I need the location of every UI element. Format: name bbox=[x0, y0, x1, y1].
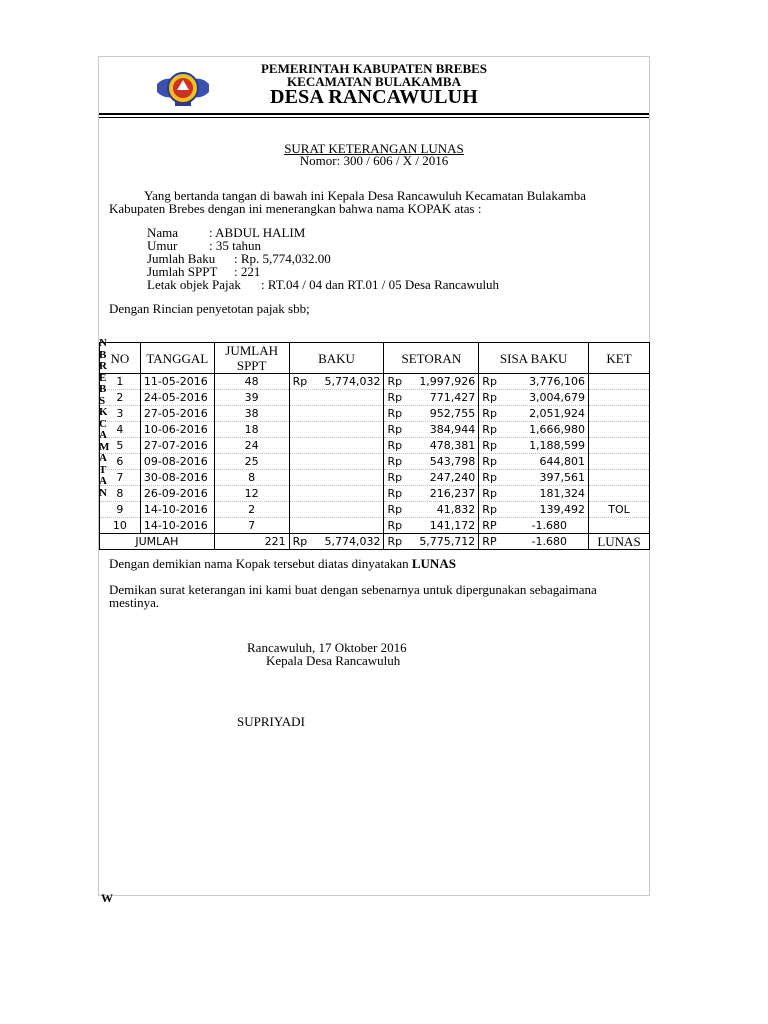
rincian-intro: Dengan Rincian penyetotan pajak sbb; bbox=[109, 301, 310, 316]
field-sppt-label: Jumlah SPPT bbox=[147, 264, 218, 279]
cell-setoran-value: 247,240 bbox=[429, 471, 476, 484]
cell-tanggal: 14-10-2016 bbox=[140, 518, 214, 534]
cell-sppt: 48 bbox=[214, 374, 289, 390]
header-village: DESA RANCAWULUH bbox=[269, 86, 479, 108]
col-header-baku: BAKU bbox=[289, 343, 384, 374]
table-row bbox=[100, 518, 650, 534]
cell-ket: TOL bbox=[589, 502, 650, 518]
total-baku bbox=[289, 534, 384, 550]
currency-label: Rp bbox=[482, 439, 497, 452]
col-header-jumlah-sppt bbox=[214, 343, 289, 374]
field-baku-label: Jumlah Baku bbox=[147, 251, 216, 266]
col-header-ket: KET bbox=[589, 343, 650, 374]
currency-label: Rp bbox=[292, 535, 308, 548]
cell-ket bbox=[589, 374, 650, 390]
sidebar-glyph: E bbox=[99, 371, 107, 384]
letter-number: Nomor: 300 / 606 / X / 2016 bbox=[299, 153, 449, 168]
header-rule-thin bbox=[99, 117, 649, 118]
currency-label: RP bbox=[482, 535, 497, 548]
cell-setoran-value: 543,798 bbox=[429, 455, 476, 468]
cell-sisa bbox=[479, 422, 589, 438]
cell-sppt: 24 bbox=[214, 438, 289, 454]
cell-sisa-value: 397,561 bbox=[539, 471, 586, 484]
sidebar-glyph: K bbox=[99, 406, 108, 418]
cell-no: 2 bbox=[100, 390, 141, 406]
cell-sisa-value: -1.680 bbox=[531, 519, 568, 532]
cell-sppt: 12 bbox=[214, 486, 289, 502]
currency-label: Rp bbox=[387, 375, 403, 388]
cell-sisa bbox=[479, 406, 589, 422]
cell-sisa-value: 181,324 bbox=[539, 487, 586, 500]
cell-tanggal: 09-08-2016 bbox=[140, 454, 214, 470]
cell-setoran bbox=[384, 486, 479, 502]
table-row bbox=[100, 390, 650, 406]
col-header-tanggal: TANGGAL bbox=[140, 343, 214, 374]
table-row bbox=[100, 486, 650, 502]
sign-title: Kepala Desa Rancawuluh bbox=[266, 653, 401, 668]
cell-tanggal: 27-07-2016 bbox=[140, 438, 214, 454]
cell-tanggal: 26-09-2016 bbox=[140, 486, 214, 502]
sidebar-glyph: R bbox=[99, 360, 107, 372]
cell-ket bbox=[589, 390, 650, 406]
cell-sisa bbox=[479, 390, 589, 406]
currency-label: Rp bbox=[482, 391, 497, 404]
sidebar-glyph: A bbox=[99, 452, 107, 464]
cell-tanggal: 11-05-2016 bbox=[140, 374, 214, 390]
sidebar-glyph: T bbox=[99, 463, 107, 476]
table-row bbox=[100, 406, 650, 422]
cell-sppt: 18 bbox=[214, 422, 289, 438]
cell-baku bbox=[289, 374, 384, 390]
field-sppt-value: : 221 bbox=[234, 264, 261, 279]
cell-tanggal: 27-05-2016 bbox=[140, 406, 214, 422]
currency-label: Rp bbox=[482, 423, 497, 436]
cell-ket bbox=[589, 518, 650, 534]
table-row bbox=[100, 438, 650, 454]
sidebar-glyph: N bbox=[99, 338, 107, 349]
cell-no: 6 bbox=[100, 454, 141, 470]
cell-sppt: 2 bbox=[214, 502, 289, 518]
cell-setoran-value: 141,172 bbox=[429, 519, 476, 532]
cell-setoran-value: 771,427 bbox=[429, 391, 476, 404]
table-row bbox=[100, 374, 650, 390]
currency-label: Rp bbox=[387, 503, 403, 516]
payment-table bbox=[99, 342, 650, 550]
cell-baku bbox=[289, 406, 384, 422]
total-setoran-value: 5,775,712 bbox=[419, 535, 476, 548]
cell-setoran bbox=[384, 470, 479, 486]
header-government: PEMERINTAH KABUPATEN BREBES bbox=[260, 61, 488, 76]
header-district: KECAMATAN BULAKAMBA bbox=[287, 74, 461, 89]
cell-sisa-value: 1,188,599 bbox=[529, 439, 586, 452]
stray-mark: W bbox=[101, 891, 113, 905]
cell-no: 1 bbox=[100, 374, 141, 390]
intro-line-1: Yang bertanda tangan di bawah ini Kepala Desa Rancawuluh Kecamatan Bulakamba bbox=[144, 188, 586, 203]
intro-line-2: Kabupaten Brebes dengan ini menerangkan bahwa nama KOPAK atas : bbox=[109, 201, 482, 216]
sign-name: SUPRIYADI bbox=[237, 714, 305, 729]
header-rule-thick bbox=[99, 113, 649, 115]
total-baku-value: 5,774,032 bbox=[324, 535, 381, 548]
sidebar-glyph: N bbox=[99, 486, 107, 499]
closing-lunas: LUNAS bbox=[411, 556, 456, 571]
cell-sppt: 39 bbox=[214, 390, 289, 406]
field-letak-label: Letak objek Pajak bbox=[147, 277, 241, 292]
cell-baku bbox=[289, 518, 384, 534]
cell-sisa bbox=[479, 486, 589, 502]
col-header-setoran: SETORAN bbox=[384, 343, 479, 374]
cell-setoran bbox=[384, 502, 479, 518]
total-sppt: 221 bbox=[214, 534, 289, 550]
table-total-row bbox=[100, 534, 650, 550]
field-baku-value: : Rp. 5,774,032.00 bbox=[234, 251, 331, 266]
cell-sisa bbox=[479, 470, 589, 486]
table-header-row bbox=[100, 343, 650, 374]
currency-label: Rp bbox=[387, 407, 403, 420]
total-label: JUMLAH bbox=[100, 534, 215, 550]
cell-baku bbox=[289, 454, 384, 470]
closing-text: Dengan demikian nama Kopak tersebut diatas dinyatakan bbox=[109, 556, 412, 571]
sidebar-glyph: A bbox=[99, 429, 107, 441]
cell-setoran bbox=[384, 518, 479, 534]
sidebar-glyph: M bbox=[99, 440, 110, 453]
currency-label: Rp bbox=[387, 487, 403, 500]
cell-sisa bbox=[479, 438, 589, 454]
total-setoran bbox=[384, 534, 479, 550]
cell-sisa bbox=[479, 374, 589, 390]
cell-ket bbox=[589, 406, 650, 422]
currency-label: Rp bbox=[387, 423, 403, 436]
currency-label: Rp bbox=[482, 487, 497, 500]
field-letak-value: : RT.04 / 04 dan RT.01 / 05 Desa Rancawuluh bbox=[261, 277, 500, 292]
table-row bbox=[100, 502, 650, 518]
currency-label: Rp bbox=[387, 535, 403, 548]
table-row bbox=[100, 454, 650, 470]
sign-place-date: Rancawuluh, 17 Oktober 2016 bbox=[247, 640, 407, 655]
cell-baku bbox=[289, 486, 384, 502]
cell-ket bbox=[589, 438, 650, 454]
cell-tanggal: 24-05-2016 bbox=[140, 390, 214, 406]
cell-ket bbox=[589, 454, 650, 470]
sidebar-glyph: C bbox=[99, 417, 107, 430]
closing2-line-2: mestinya. bbox=[109, 595, 160, 610]
table-row bbox=[100, 470, 650, 486]
currency-label: Rp bbox=[482, 455, 497, 468]
letter-title: SURAT KETERANGAN LUNAS bbox=[284, 141, 464, 156]
cell-tanggal: 10-06-2016 bbox=[140, 422, 214, 438]
cell-setoran-value: 952,755 bbox=[429, 407, 476, 420]
cell-ket bbox=[589, 470, 650, 486]
cell-sppt: 38 bbox=[214, 406, 289, 422]
currency-label: Rp bbox=[387, 391, 403, 404]
letter-page bbox=[98, 56, 650, 896]
total-sisa bbox=[479, 534, 589, 550]
cell-baku bbox=[289, 502, 384, 518]
currency-label: Rp bbox=[482, 471, 497, 484]
closing-statement bbox=[109, 556, 456, 572]
cell-setoran bbox=[384, 406, 479, 422]
cell-setoran bbox=[384, 390, 479, 406]
cell-setoran-value: 41,832 bbox=[436, 503, 476, 516]
cell-sisa-value: 644,801 bbox=[539, 455, 586, 468]
cell-baku bbox=[289, 422, 384, 438]
table-row bbox=[100, 422, 650, 438]
cell-baku bbox=[289, 390, 384, 406]
col-header-no: NO bbox=[100, 343, 141, 374]
field-nama-value: : ABDUL HALIM bbox=[209, 225, 306, 240]
field-umur-label: Umur bbox=[147, 238, 178, 253]
cell-setoran-value: 478,381 bbox=[429, 439, 476, 452]
cell-ket bbox=[589, 486, 650, 502]
cell-baku-value: 5,774,032 bbox=[324, 375, 381, 388]
cell-no: 5 bbox=[100, 438, 141, 454]
sidebar-glyph: S bbox=[99, 394, 106, 407]
currency-label: Rp bbox=[387, 455, 403, 468]
cell-no: 7 bbox=[100, 470, 141, 486]
cell-sisa-value: 3,004,679 bbox=[529, 391, 586, 404]
cell-setoran bbox=[384, 438, 479, 454]
closing2-line-1: Demikan surat keterangan ini kami buat dengan sebenarnya untuk dipergunakan sebagaimana bbox=[109, 582, 597, 597]
currency-label: Rp bbox=[482, 407, 497, 420]
sidebar-glyph: B bbox=[99, 348, 107, 361]
cell-no: 4 bbox=[100, 422, 141, 438]
cell-sppt: 8 bbox=[214, 470, 289, 486]
cell-no: 9 bbox=[100, 502, 141, 518]
cell-tanggal: 14-10-2016 bbox=[140, 502, 214, 518]
currency-label: Rp bbox=[482, 375, 497, 388]
cell-sisa-value: 3,776,106 bbox=[529, 375, 586, 388]
cell-sisa bbox=[479, 518, 589, 534]
cell-sisa-value: 1,666,980 bbox=[529, 423, 586, 436]
cell-ket bbox=[589, 422, 650, 438]
cell-sisa bbox=[479, 502, 589, 518]
currency-label: Rp bbox=[482, 503, 497, 516]
cell-setoran bbox=[384, 454, 479, 470]
cell-no: 10 bbox=[100, 518, 141, 534]
cell-setoran-value: 384,944 bbox=[429, 423, 476, 436]
currency-label: Rp bbox=[387, 439, 403, 452]
sidebar-glyph: A bbox=[99, 475, 107, 487]
cell-sisa bbox=[479, 454, 589, 470]
cell-setoran-value: 1,997,926 bbox=[419, 375, 476, 388]
cell-setoran-value: 216,237 bbox=[429, 487, 476, 500]
cell-baku bbox=[289, 438, 384, 454]
sidebar-glyph: B bbox=[99, 383, 107, 395]
field-umur-value: : 35 tahun bbox=[209, 238, 261, 253]
currency-label: Rp bbox=[292, 375, 308, 388]
currency-label: RP bbox=[482, 519, 497, 532]
cell-tanggal: 30-08-2016 bbox=[140, 470, 214, 486]
total-ket: LUNAS bbox=[589, 534, 650, 550]
field-nama-label: Nama bbox=[147, 225, 179, 240]
col-header-jumlah-line1: JUMLAH bbox=[225, 343, 279, 358]
cell-sisa-value: 139,492 bbox=[539, 503, 586, 516]
currency-label: Rp bbox=[387, 519, 403, 532]
cell-baku bbox=[289, 470, 384, 486]
cell-sppt: 25 bbox=[214, 454, 289, 470]
overlapping-sidebar-text bbox=[99, 338, 111, 543]
cell-no: 3 bbox=[100, 406, 141, 422]
cell-setoran bbox=[384, 422, 479, 438]
cell-sisa-value: 2,051,924 bbox=[529, 407, 586, 420]
cell-sppt: 7 bbox=[214, 518, 289, 534]
col-header-jumlah-line2: SPPT bbox=[236, 358, 267, 373]
total-sisa-value: -1.680 bbox=[531, 535, 568, 548]
currency-label: Rp bbox=[387, 471, 403, 484]
cell-no: 8 bbox=[100, 486, 141, 502]
col-header-sisa-baku: SISA BAKU bbox=[479, 343, 589, 374]
cell-setoran bbox=[384, 374, 479, 390]
